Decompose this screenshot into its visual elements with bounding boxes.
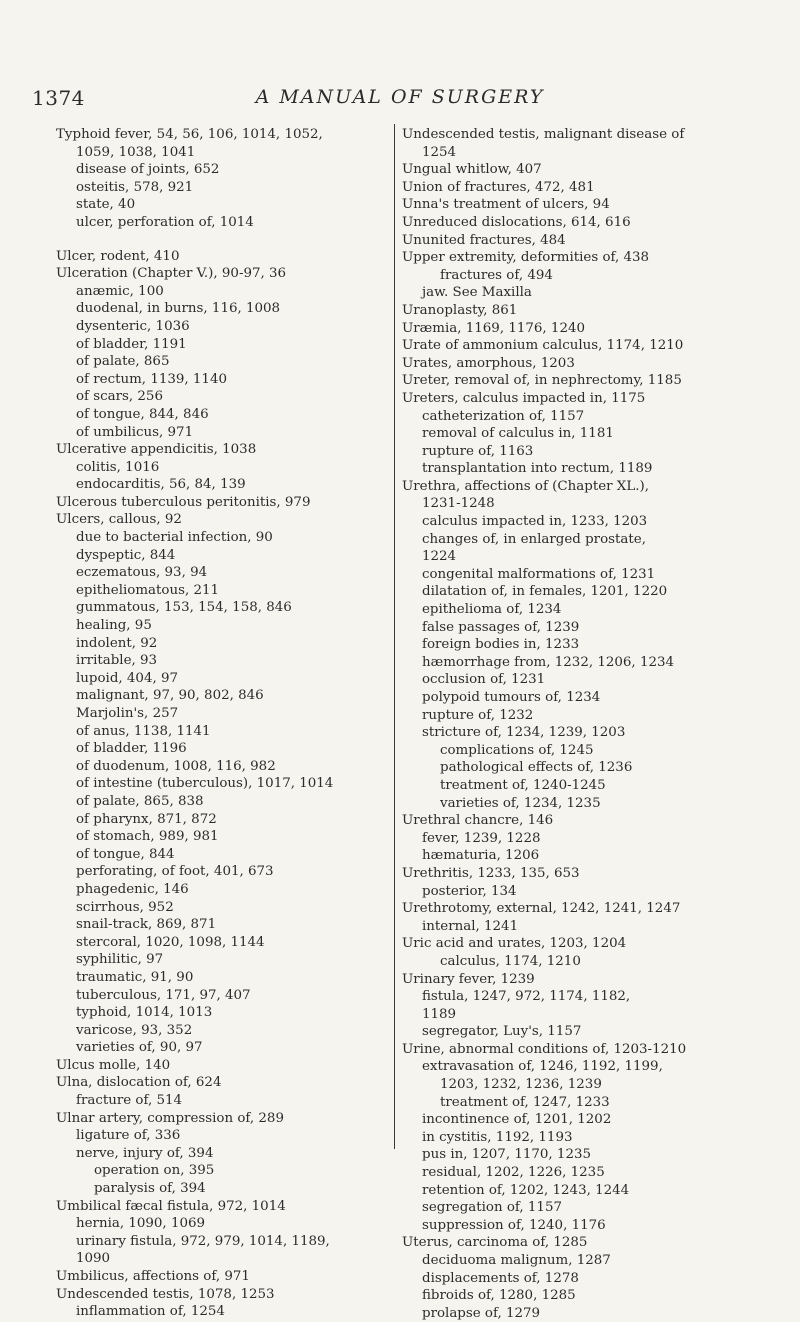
entry-gap [56, 232, 394, 248]
index-entry: jaw. See Maxilla [422, 285, 532, 301]
index-entry: varicose, 93, 352 [76, 1022, 193, 1038]
index-entry: of tongue, 844 [76, 846, 175, 862]
index-entry: 1254 [422, 144, 457, 160]
index-entry: Urine, abnormal conditions of, 1203-1210 [402, 1041, 687, 1057]
index-entry: incontinence of, 1201, 1202 [422, 1112, 612, 1128]
index-entry: traumatic, 91, 90 [76, 969, 194, 985]
index-entry: malignant, 97, 90, 802, 846 [76, 688, 264, 704]
index-entry: dilatation of, in females, 1201, 1220 [422, 584, 668, 600]
index-entry: of palate, 865, 838 [76, 793, 204, 809]
index-entry: Typhoid fever, 54, 56, 106, 1014, 1052, [56, 127, 323, 142]
index-entry: fistula, 1247, 972, 1174, 1182, [422, 989, 631, 1005]
index-entry: Upper extremity, deformities of, 438 [402, 250, 650, 266]
index-entry: Ulna, dislocation of, 624 [56, 1075, 222, 1091]
index-entry: Ulcus molle, 140 [56, 1057, 171, 1073]
index-entry: of anus, 1138, 1141 [76, 723, 211, 739]
index-entry: of rectum, 1139, 1140 [76, 371, 227, 387]
index-entry: in cystitis, 1192, 1193 [422, 1129, 573, 1145]
index-entry: Urinary fever, 1239 [402, 971, 535, 987]
index-entry: inflammation of, 1254 [76, 1304, 225, 1320]
index-entry: Ulcer, rodent, 410 [56, 248, 180, 264]
index-entry: internal, 1241 [422, 918, 519, 934]
index-entry: hernia, 1090, 1069 [76, 1216, 206, 1232]
index-entry: tuberculous, 171, 97, 407 [76, 987, 251, 1003]
index-entry: of tongue, 844, 846 [76, 406, 209, 422]
index-entry: pathological effects of, 1236 [440, 760, 633, 776]
index-column-right [402, 126, 762, 1322]
index-entry: pus in, 1207, 1170, 1235 [422, 1147, 592, 1163]
index-entry: fracture of, 514 [76, 1093, 183, 1109]
index-entry: hæmaturia, 1206 [422, 848, 540, 864]
index-entry: retention of, 1202, 1243, 1244 [422, 1182, 630, 1198]
index-entry: perforating, of foot, 401, 673 [76, 864, 274, 880]
index-entry: epitheliomatous, 211 [76, 582, 220, 598]
index-entry: rupture of, 1163 [422, 443, 534, 459]
index-entry: segregator, Luy's, 1157 [422, 1024, 582, 1040]
index-entry: gummatous, 153, 154, 158, 846 [76, 600, 292, 616]
index-entry: catheterization of, 1157 [422, 408, 585, 424]
index-entry: of stomach, 989, 981 [76, 829, 219, 845]
index-entry: scirrhous, 952 [76, 899, 174, 915]
index-entry: Ulcers, callous, 92 [56, 512, 182, 528]
index-entry: of palate, 865 [76, 354, 170, 370]
index-entry: osteitis, 578, 921 [76, 179, 194, 195]
index-entry: Ungual whitlow, 407 [402, 162, 542, 178]
index-entry: removal of calculus in, 1181 [422, 426, 614, 442]
index-entry: calculus, 1174, 1210 [440, 953, 581, 969]
index-entry: 1090 [76, 1251, 111, 1267]
index-entry: Urethral chancre, 146 [402, 813, 554, 829]
index-entry: irritable, 93 [76, 653, 158, 669]
index-entry: ulcer, perforation of, 1014 [76, 214, 254, 230]
page-number: 1374 [32, 86, 85, 110]
index-entry: operation on, 395 [94, 1163, 215, 1179]
index-entry: disease of joints, 652 [76, 162, 220, 178]
index-entry: Ulcerative appendicitis, 1038 [56, 442, 257, 458]
index-entry: stercoral, 1020, 1098, 1144 [76, 934, 265, 950]
index-entry: residual, 1202, 1226, 1235 [422, 1165, 605, 1181]
index-entry: endocarditis, 56, 84, 139 [76, 477, 246, 493]
index-entry: nerve, injury of, 394 [76, 1145, 214, 1161]
index-entry: varieties of, 1234, 1235 [440, 795, 601, 811]
index-entry: posterior, 134 [422, 883, 517, 899]
index-entry: paralysis of, 394 [94, 1181, 206, 1197]
index-entry: treatment of, 1240-1245 [440, 777, 606, 793]
index-entry: fractures of, 494 [440, 267, 553, 283]
index-entry: Undescended testis, malignant disease of [402, 127, 685, 142]
index-entry: Uric acid and urates, 1203, 1204 [402, 936, 627, 952]
index-entry: lupoid, 404, 97 [76, 670, 179, 686]
index-entry: urinary fistula, 972, 979, 1014, 1189, [76, 1233, 330, 1249]
index-entry: Uræmia, 1169, 1176, 1240 [402, 320, 586, 336]
index-entry: varieties of, 90, 97 [76, 1040, 203, 1056]
index-entry: complications of, 1245 [440, 742, 594, 758]
index-entry: state, 40 [76, 197, 136, 213]
index-entry: due to bacterial infection, 90 [76, 530, 273, 546]
index-entry: Ununited fractures, 484 [402, 232, 566, 248]
index-entry: deciduoma malignum, 1287 [422, 1253, 611, 1268]
index-entry: 1059, 1038, 1041 [76, 144, 196, 160]
index-entry: 1231-1248 [422, 496, 495, 512]
index-entry: of intestine (tuberculous), 1017, 1014 [76, 776, 334, 792]
index-entry: of pharynx, 871, 872 [76, 811, 217, 827]
index-entry: syphilitic, 97 [76, 952, 164, 968]
index-entry: extravasation of, 1246, 1192, 1199, [422, 1059, 663, 1075]
index-entry: snail-track, 869, 871 [76, 917, 217, 933]
index-entry: false passages of, 1239 [422, 619, 580, 635]
index-entry: Urethra, affections of (Chapter XL.), [402, 478, 649, 494]
index-entry: of scars, 256 [76, 389, 163, 405]
index-entry: Unna's treatment of ulcers, 94 [402, 197, 610, 213]
index-entry: of bladder, 1196 [76, 741, 187, 757]
index-entry: changes of, in enlarged prostate, [422, 531, 646, 547]
index-entry: phagedenic, 146 [76, 881, 189, 897]
running-head: A MANUAL OF SURGERY [255, 86, 545, 108]
index-entry: of bladder, 1191 [76, 336, 187, 352]
index-entry: Ulnar artery, compression of, 289 [56, 1110, 284, 1126]
index-entry: indolent, 92 [76, 635, 158, 651]
index-entry: treatment of, 1247, 1233 [440, 1094, 610, 1110]
index-entry: 1224 [422, 549, 457, 565]
index-entry: dysenteric, 1036 [76, 318, 190, 334]
index-entry: Urethritis, 1233, 135, 653 [402, 865, 580, 881]
index-entry: stricture of, 1234, 1239, 1203 [422, 725, 626, 741]
index-entry: foreign bodies in, 1233 [422, 637, 580, 653]
index-entry: 1189 [422, 1006, 457, 1022]
index-entry: prolapse of, 1279 [422, 1305, 541, 1321]
index-entry: Ureter, removal of, in nephrectomy, 1185 [402, 373, 682, 389]
index-entry: rupture of, 1232 [422, 707, 534, 723]
index-entry: Undescended testis, 1078, 1253 [56, 1286, 275, 1302]
index-entry: Umbilicus, affections of, 971 [56, 1269, 250, 1284]
index-entry: congenital malformations of, 1231 [422, 566, 656, 582]
column-divider [394, 124, 395, 1149]
index-entry: Ulcerous tuberculous peritonitis, 979 [56, 494, 311, 510]
index-entry: Union of fractures, 472, 481 [402, 179, 595, 195]
index-entry: transplantation into rectum, 1189 [422, 461, 653, 477]
index-entry: of umbilicus, 971 [76, 424, 194, 440]
index-entry: Marjolin's, 257 [76, 706, 179, 721]
index-entry: duodenal, in burns, 116, 1008 [76, 301, 281, 317]
index-entry: colitis, 1016 [76, 459, 160, 475]
index-entry: Ureters, calculus impacted in, 1175 [402, 390, 646, 406]
index-entry: ligature of, 336 [76, 1128, 181, 1144]
index-entry: Urate of ammonium calculus, 1174, 1210 [402, 338, 684, 354]
index-entry: typhoid, 1014, 1013 [76, 1005, 213, 1021]
index-entry: polypoid tumours of, 1234 [422, 690, 601, 705]
index-entry: anæmic, 100 [76, 283, 164, 299]
index-entry: segregation of, 1157 [422, 1200, 562, 1216]
index-entry: Umbilical fæcal fistula, 972, 1014 [56, 1198, 286, 1214]
index-entry: Ulceration (Chapter V.), 90-97, 36 [56, 266, 287, 282]
index-entry: fibroids of, 1280, 1285 [422, 1288, 576, 1304]
index-entry: Uranoplasty, 861 [402, 302, 518, 318]
index-entry: occlusion of, 1231 [422, 672, 546, 688]
index-column-left [56, 126, 394, 1321]
index-entry: Urates, amorphous, 1203 [402, 355, 575, 371]
index-entry: fever, 1239, 1228 [422, 830, 541, 846]
index-entry: hæmorrhage from, 1232, 1206, 1234 [422, 654, 675, 670]
index-entry: Unreduced dislocations, 614, 616 [402, 214, 631, 230]
index-entry: 1203, 1232, 1236, 1239 [440, 1077, 602, 1093]
index-entry: Uterus, carcinoma of, 1285 [402, 1235, 588, 1251]
index-entry: suppression of, 1240, 1176 [422, 1217, 606, 1233]
index-entry: calculus impacted in, 1233, 1203 [422, 514, 648, 530]
index-entry: eczematous, 93, 94 [76, 565, 208, 581]
index-entry: displacements of, 1278 [422, 1270, 579, 1286]
index-entry: dyspeptic, 844 [76, 547, 176, 563]
index-entry: epithelioma of, 1234 [422, 602, 562, 618]
index-entry: Urethrotomy, external, 1242, 1241, 1247 [402, 901, 681, 917]
index-entry: healing, 95 [76, 618, 152, 634]
index-entry: of duodenum, 1008, 116, 982 [76, 758, 276, 774]
